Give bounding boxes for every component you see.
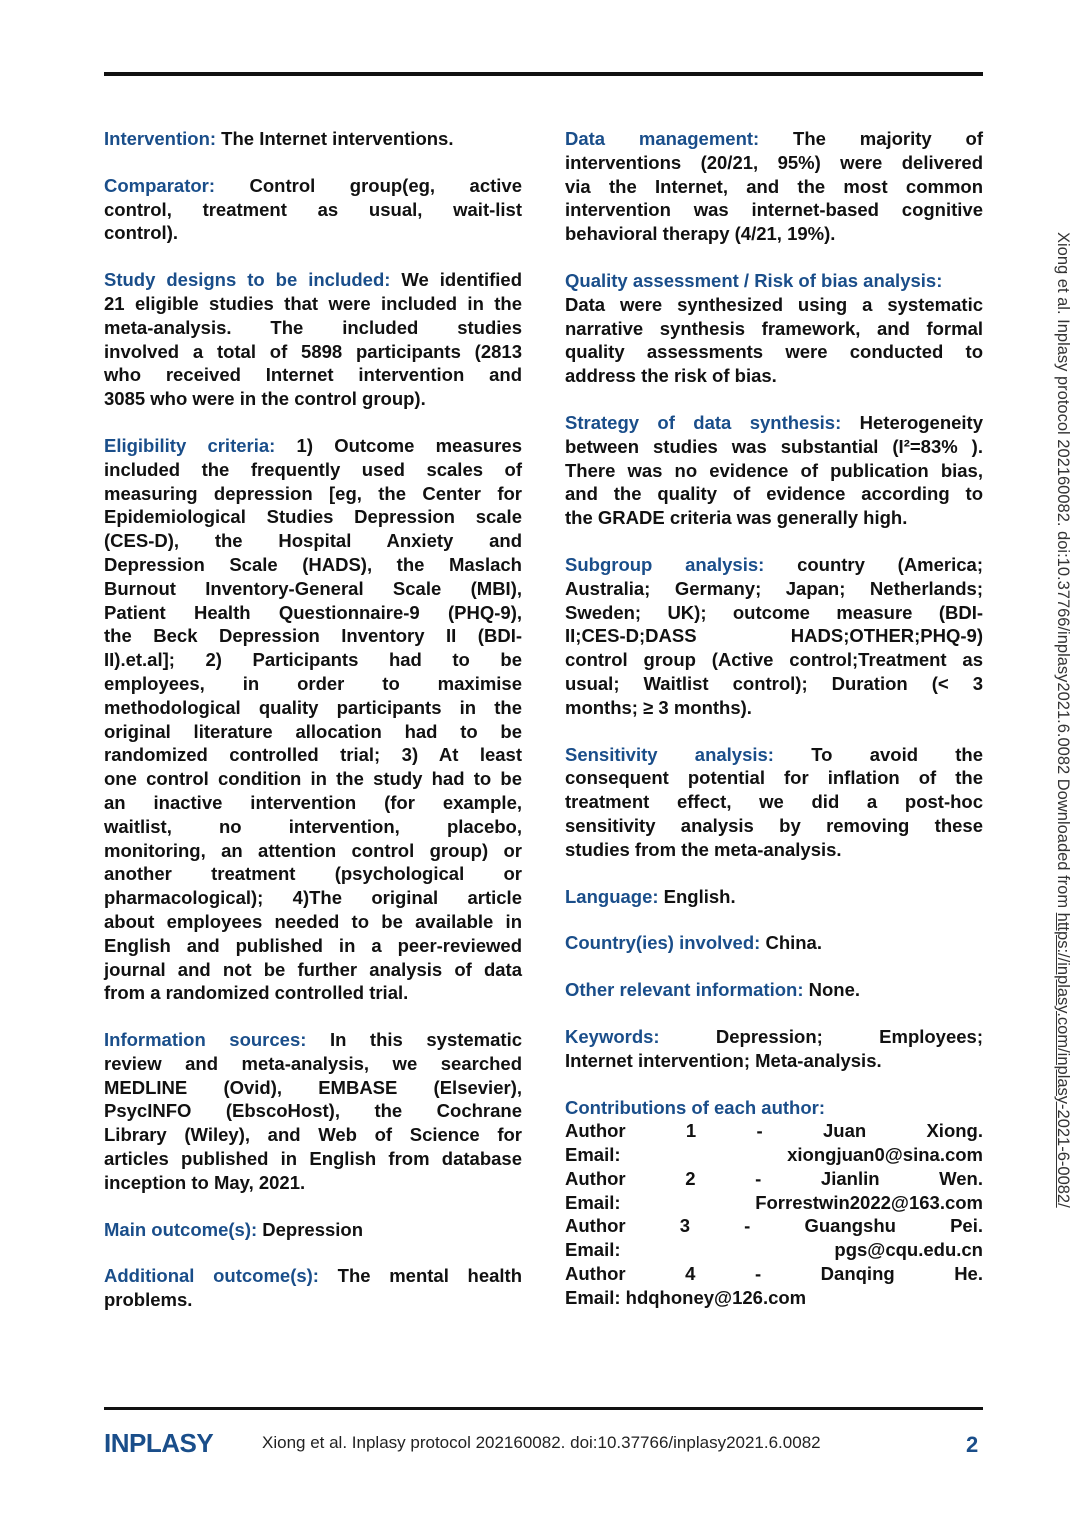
section-information-sources	[104, 1028, 522, 1195]
section-text-line	[565, 838, 983, 862]
section-text: via the Internet, and the most common	[565, 175, 983, 197]
section-text-line	[104, 815, 522, 839]
section-text-line	[565, 293, 983, 317]
section-text-line	[104, 363, 522, 387]
section-text-line	[104, 482, 522, 506]
section-heading-line	[104, 1028, 522, 1052]
section-text: meta-analysis. The included studies	[104, 316, 522, 338]
section-eligibility-criteria	[104, 434, 522, 1005]
section-text: Email: pgs@cqu.edu.cn	[565, 1239, 983, 1261]
section-heading-line	[104, 434, 522, 458]
section-text-line	[104, 1076, 522, 1100]
section-text-line	[104, 1288, 522, 1312]
section-text-line	[565, 1143, 983, 1167]
section-text: employees, in order to maximise	[104, 672, 522, 694]
section-heading-line	[104, 268, 522, 292]
section-text: narrative synthesis framework, and formal	[565, 317, 983, 339]
section-text: 3085 who were in the control group).	[104, 388, 426, 410]
section-text-line	[104, 601, 522, 625]
section-text-line	[565, 435, 983, 459]
section-sensitivity-analysis	[565, 743, 983, 862]
section-text: and the quality of evidence according to	[565, 483, 983, 505]
section-text-line	[565, 1167, 983, 1191]
section-text: II).et.al]; 2) Participants had to be	[104, 649, 522, 671]
section-text: Depression Scale (HADS), the Maslach	[104, 553, 522, 575]
section-text-line	[104, 934, 522, 958]
section-text: from a randomized controlled trial.	[104, 982, 409, 1004]
section-text: interventions (20/21, 95%) were delivered	[565, 151, 983, 173]
section-data-management	[565, 127, 983, 246]
section-text-line	[104, 529, 522, 553]
section-text-line	[565, 340, 983, 364]
section-text-line	[565, 151, 983, 175]
page-number: 2	[966, 1432, 979, 1457]
section-text-line	[104, 1171, 522, 1195]
section-heading-line	[565, 127, 983, 151]
section-text-line	[565, 672, 983, 696]
right-column	[565, 127, 983, 1333]
section-text: behavioral therapy (4/21, 19%).	[565, 223, 836, 245]
section-label: Comparator:	[104, 174, 216, 196]
section-text-line	[104, 958, 522, 982]
section-label: Main outcome(s):	[104, 1218, 258, 1240]
footer-citation: Xiong et al. Inplasy protocol 202160082. doi:10.37766/inplasy2021.6.0082	[262, 1433, 821, 1452]
section-text: waitlist, no intervention, placebo,	[104, 815, 522, 837]
section-text: 1) Outcome measures	[296, 434, 522, 456]
section-text: one control condition in the study had to be	[104, 768, 522, 790]
section-text-line	[565, 790, 983, 814]
section-text-line	[104, 791, 522, 815]
section-text: Patient Health Questionnaire-9 (PHQ-9),	[104, 601, 522, 623]
section-text-line	[104, 886, 522, 910]
section-text-line	[104, 198, 522, 222]
section-label: Eligibility criteria:	[104, 434, 276, 456]
section-text-line	[565, 1238, 983, 1262]
section-text: the Beck Depression Inventory II (BDI-	[104, 625, 522, 647]
section-text: Author 1 - Juan Xiong.	[565, 1120, 983, 1142]
section-text: Heterogeneity	[859, 411, 984, 433]
section-text: months; ≥ 3 months).	[565, 696, 752, 718]
section-label: Information sources:	[104, 1029, 307, 1051]
section-text-line	[104, 316, 522, 340]
section-text: the GRADE criteria was generally high.	[565, 507, 908, 529]
section-text: Data were synthesized using a systematic	[565, 293, 983, 315]
section-label: Quality assessment / Risk of bias analysis:	[565, 269, 943, 291]
section-text: Email: Forrestwin2022@163.com	[565, 1191, 983, 1213]
section-text-line	[565, 1119, 983, 1143]
side-note-text: Xiong et al. Inplasy protocol 202160082. doi:10.37766/inplasy2021.6.0082 Downloaded from	[1054, 232, 1072, 913]
section-language	[565, 885, 983, 909]
section-text: We identified	[401, 269, 522, 291]
section-heading-line	[565, 1025, 983, 1049]
section-text: quality assessments were conducted to	[565, 341, 983, 363]
section-text: Burnout Inventory-General Scale (MBI),	[104, 577, 522, 599]
section-text-line	[565, 175, 983, 199]
section-text: None.	[808, 979, 861, 1001]
section-text-line	[565, 364, 983, 388]
section-text-line	[104, 624, 522, 648]
section-text: Email: xiongjuan0@sina.com	[565, 1144, 983, 1166]
section-text: Depression; Employees;	[715, 1025, 983, 1047]
section-text: studies from the meta-analysis.	[565, 838, 842, 860]
download-link[interactable]: https://inplasy.com/inplasy-2021-6-0082/	[1054, 912, 1072, 1208]
section-heading-line	[565, 931, 983, 955]
section-text: another treatment (psychological or	[104, 863, 522, 885]
section-other-relevant-information	[565, 978, 983, 1002]
section-label: Contributions of each author:	[565, 1096, 826, 1118]
section-text-line	[565, 317, 983, 341]
section-text: who received Internet intervention and	[104, 364, 522, 386]
section-label: Sensitivity analysis:	[565, 743, 774, 765]
section-text: Library (Wiley), and Web of Science for	[104, 1124, 522, 1146]
section-text-line	[565, 1214, 983, 1238]
section-text: Author 4 - Danqing He.	[565, 1263, 983, 1285]
section-main-outcome-s	[104, 1218, 522, 1242]
section-text: intervention was internet-based cognitive	[565, 199, 983, 221]
section-heading-line	[565, 553, 983, 577]
section-text: between studies was substantial (I²=83% ).	[565, 435, 983, 457]
section-text: control group (Active control;Treatment as	[565, 649, 983, 671]
section-text-line	[565, 577, 983, 601]
section-text-line	[565, 1262, 983, 1286]
section-text-line	[104, 696, 522, 720]
section-text: Email: hdqhoney@126.com	[565, 1286, 807, 1308]
section-text-line	[565, 459, 983, 483]
section-strategy-of-data-synthesis	[565, 411, 983, 530]
section-text: review and meta-analysis, we searched	[104, 1052, 522, 1074]
section-text-line	[565, 814, 983, 838]
section-text: English and published in a peer-reviewed	[104, 934, 522, 956]
section-text-line	[104, 387, 522, 411]
section-heading-line	[104, 1264, 522, 1288]
section-text-line	[104, 1147, 522, 1171]
section-label: Other relevant information:	[565, 979, 804, 1001]
left-column	[104, 127, 522, 1335]
section-text-line	[565, 1191, 983, 1215]
section-text-line	[104, 648, 522, 672]
section-heading-line	[565, 978, 983, 1002]
section-text: about employees needed to be available in	[104, 910, 522, 932]
section-text: Epidemiological Studies Depression scale	[104, 506, 522, 528]
section-text: Sweden; UK); outcome measure (BDI-	[565, 601, 983, 623]
section-text: treatment effect, we did a post-hoc	[565, 791, 983, 813]
section-text-line	[104, 458, 522, 482]
section-text-line	[104, 505, 522, 529]
section-subgroup-analysis	[565, 553, 983, 720]
section-text-line	[104, 862, 522, 886]
section-text-line	[565, 1049, 983, 1073]
section-text-line	[565, 198, 983, 222]
section-text: pharmacological); 4)The original article	[104, 887, 522, 909]
section-text-line	[104, 221, 522, 245]
section-heading-line	[565, 269, 983, 293]
side-download-note	[1053, 232, 1072, 1208]
section-text: Control group(eg, active	[249, 174, 523, 196]
section-text: control).	[104, 222, 178, 244]
section-label: Intervention:	[104, 128, 217, 149]
section-text-line	[104, 1123, 522, 1147]
section-additional-outcome-s	[104, 1264, 522, 1312]
section-text: country (America;	[797, 553, 983, 575]
section-text: Author 3 - Guangshu Pei.	[565, 1215, 983, 1237]
section-heading-line	[565, 1096, 983, 1120]
section-text: China.	[765, 932, 822, 954]
section-text-line	[565, 482, 983, 506]
section-text: Internet intervention; Meta-analysis.	[565, 1049, 882, 1071]
section-heading-line	[565, 743, 983, 767]
section-label: Country(ies) involved:	[565, 932, 761, 954]
section-text: II;CES-D;DASS HADS;OTHER;PHQ-9)	[565, 625, 983, 647]
section-text: English.	[663, 885, 736, 907]
section-text: original literature allocation had to be	[104, 720, 522, 742]
section-text: Depression	[262, 1218, 364, 1240]
section-text-line	[104, 292, 522, 316]
section-text: involved a total of 5898 participants (2813	[104, 340, 522, 362]
section-heading-line	[104, 127, 522, 151]
section-heading-line	[565, 411, 983, 435]
section-text: methodological quality participants in the	[104, 696, 522, 718]
section-text-line	[104, 767, 522, 791]
section-text: control, treatment as usual, wait-list	[104, 198, 522, 220]
section-text-line	[104, 743, 522, 767]
section-label: Strategy of data synthesis:	[565, 411, 842, 433]
section-text: The majority of	[793, 128, 983, 149]
section-text: included the frequently used scales of	[104, 458, 522, 480]
section-text-line	[565, 766, 983, 790]
section-text: (CES-D), the Hospital Anxiety and	[104, 530, 522, 552]
section-heading-line	[104, 1218, 522, 1242]
section-text-line	[104, 553, 522, 577]
section-comparator	[104, 174, 522, 245]
section-text: address the risk of bias.	[565, 365, 777, 387]
section-text-line	[104, 839, 522, 863]
section-text-line	[104, 672, 522, 696]
section-text-line	[565, 1286, 983, 1310]
section-text: MEDLINE (Ovid), EMBASE (Elsevier),	[104, 1076, 522, 1098]
section-heading-line	[104, 174, 522, 198]
header-rule	[104, 72, 983, 76]
section-text-line	[565, 506, 983, 530]
section-text: PsycINFO (EbscoHost), the Cochrane	[104, 1100, 522, 1122]
section-label: Language:	[565, 885, 659, 907]
section-text-line	[104, 340, 522, 364]
section-text: inception to May, 2021.	[104, 1171, 306, 1193]
section-quality-assessment-risk-of-bias-analysis	[565, 269, 983, 388]
section-text-line	[565, 624, 983, 648]
section-label: Additional outcome(s):	[104, 1265, 319, 1287]
section-study-designs-to-be-included	[104, 268, 522, 411]
footer-brand-logo: INPLASY	[104, 1428, 214, 1458]
section-text-line	[104, 981, 522, 1005]
section-text: usual; Waitlist control); Duration (< 3	[565, 672, 983, 694]
section-text-line	[104, 720, 522, 744]
section-text: 21 eligible studies that were included in the	[104, 292, 522, 314]
footer-rule	[104, 1407, 983, 1410]
section-text: journal and not be further analysis of data	[104, 958, 522, 980]
section-text: randomized controlled trial; 3) At least	[104, 744, 522, 766]
section-text-line	[104, 1099, 522, 1123]
section-text: sensitivity analysis by removing these	[565, 814, 983, 836]
section-text-line	[565, 696, 983, 720]
section-text: consequent potential for inflation of the	[565, 767, 983, 789]
section-text: measuring depression [eg, the Center for	[104, 482, 522, 504]
section-text-line	[565, 648, 983, 672]
section-label: Subgroup analysis:	[565, 553, 765, 575]
section-text: In this systematic	[329, 1029, 523, 1051]
section-text: There was no evidence of publication bias,	[565, 459, 983, 481]
section-text: an inactive intervention (for example,	[104, 791, 522, 813]
section-text: Author 2 - Jianlin Wen.	[565, 1167, 983, 1189]
section-label: Study designs to be included:	[104, 269, 391, 291]
section-text: The Internet interventions.	[221, 128, 454, 149]
section-text-line	[104, 577, 522, 601]
section-heading-line	[565, 885, 983, 909]
section-label: Keywords:	[565, 1025, 660, 1047]
section-text: problems.	[104, 1289, 193, 1311]
section-text: The mental health	[337, 1265, 523, 1287]
section-text-line	[565, 601, 983, 625]
section-intervention	[104, 127, 522, 151]
section-keywords	[565, 1025, 983, 1073]
section-country-ies-involved	[565, 931, 983, 955]
section-text: To avoid the	[811, 743, 983, 765]
section-text-line	[565, 222, 983, 246]
section-text-line	[104, 1052, 522, 1076]
section-label: Data management:	[565, 128, 760, 149]
section-text: Australia; Germany; Japan; Netherlands;	[565, 577, 983, 599]
section-contributions-of-each-author	[565, 1096, 983, 1310]
section-text: articles published in English from database	[104, 1148, 522, 1170]
section-text: monitoring, an attention control group) or	[104, 839, 522, 861]
section-text-line	[104, 910, 522, 934]
